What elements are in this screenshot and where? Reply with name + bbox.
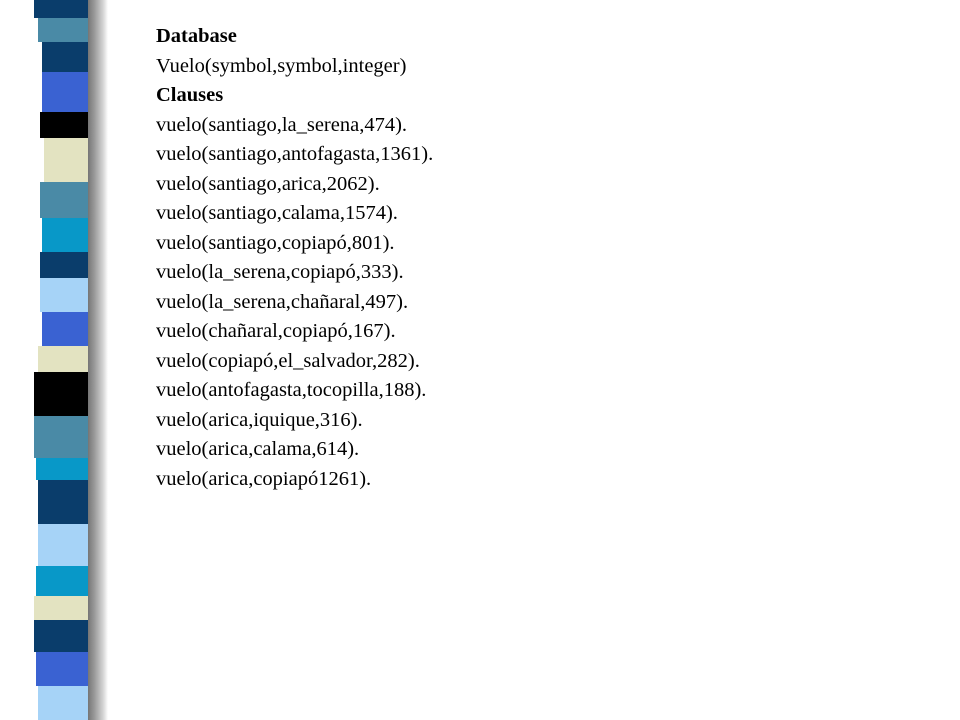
stripe-block — [40, 252, 88, 278]
stripe-block — [42, 218, 88, 252]
section-heading: Clauses — [156, 84, 224, 106]
section-heading: Database — [156, 25, 237, 47]
stripe-block — [38, 18, 88, 42]
clause-line: vuelo(arica,copiapó1261). — [156, 467, 372, 490]
clause-line: vuelo(la_serena,chañaral,497). — [156, 290, 409, 313]
clause-line: vuelo(copiapó,el_salvador,282). — [156, 349, 420, 372]
clause-line: vuelo(chañaral,copiapó,167). — [156, 320, 396, 342]
clause-line: vuelo(antofagasta,tocopilla,188). — [156, 379, 427, 401]
stripe-block — [34, 372, 88, 416]
stripe-block — [36, 652, 88, 686]
stripe-block — [34, 416, 88, 458]
clause-line: vuelo(santiago,arica,2062). — [156, 172, 380, 195]
stripe-block — [42, 72, 88, 112]
stripe-block — [44, 138, 88, 182]
stripe-block — [40, 112, 88, 138]
stripe-block — [36, 566, 88, 596]
stripe-block — [38, 686, 88, 720]
stripe-shadow — [86, 0, 108, 720]
clause-line: vuelo(la_serena,copiapó,333). — [156, 261, 404, 283]
stripe-block — [42, 312, 88, 346]
stripe-block — [40, 182, 88, 218]
stripe-block — [36, 458, 88, 480]
stripe-block — [34, 596, 88, 620]
stripe-block — [38, 346, 88, 372]
clause-line: vuelo(arica,calama,614). — [156, 438, 360, 460]
clause-line: Vuelo(symbol,symbol,integer) — [156, 54, 407, 77]
stripe-block — [34, 0, 88, 18]
stripe-block — [38, 480, 88, 524]
stripe-block — [42, 42, 88, 72]
stripe-block — [40, 278, 88, 312]
decorative-stripe-band — [0, 0, 110, 720]
clause-line: vuelo(santiago,calama,1574). — [156, 202, 398, 224]
clause-line: vuelo(santiago,copiapó,801). — [156, 231, 395, 254]
clause-line: vuelo(santiago,la_serena,474). — [156, 113, 408, 136]
stripe-block — [34, 620, 88, 652]
clause-line: vuelo(santiago,antofagasta,1361). — [156, 143, 434, 165]
stripe-block — [38, 524, 88, 566]
clause-line: vuelo(arica,iquique,316). — [156, 408, 363, 431]
slide-content — [156, 22, 936, 494]
